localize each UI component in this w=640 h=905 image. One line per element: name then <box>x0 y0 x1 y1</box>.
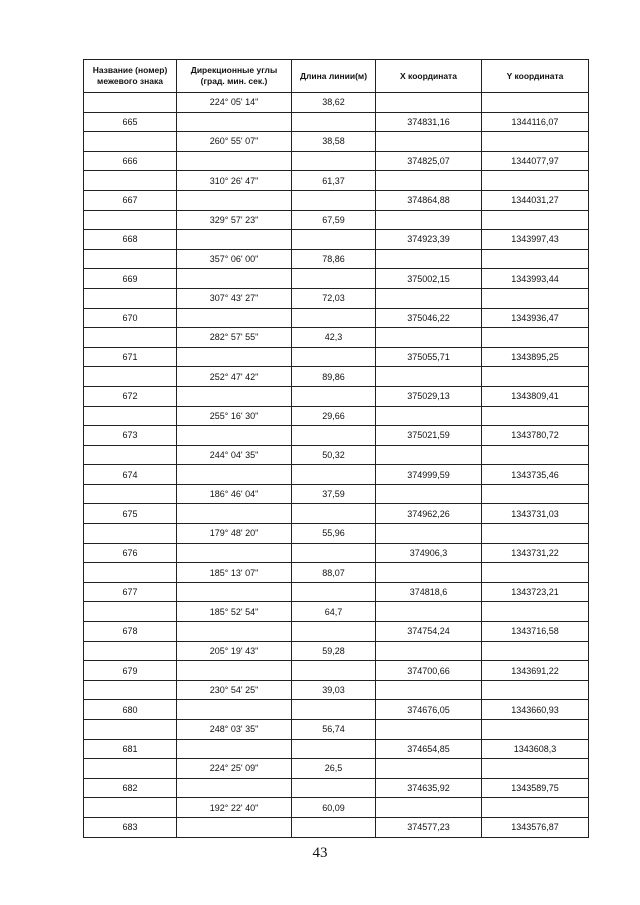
line-length-cell: 56,74 <box>292 720 376 740</box>
line-length-cell: 64,7 <box>292 602 376 622</box>
direction-angle-cell <box>177 661 292 681</box>
y-coordinate-cell: 1343731,22 <box>482 543 589 563</box>
table-row <box>84 661 589 681</box>
x-coordinate-cell <box>376 171 482 191</box>
x-coordinate-cell: 374654,85 <box>376 739 482 759</box>
table-row <box>84 386 589 406</box>
marker-name-cell <box>84 563 177 583</box>
x-coordinate-cell <box>376 720 482 740</box>
y-coordinate-cell <box>482 132 589 152</box>
marker-name-cell: 676 <box>84 543 177 563</box>
marker-name-cell: 671 <box>84 347 177 367</box>
y-coordinate-cell <box>482 602 589 622</box>
direction-angle-cell: 192° 22' 40" <box>177 798 292 818</box>
marker-name-cell: 672 <box>84 386 177 406</box>
marker-name-cell: 675 <box>84 504 177 524</box>
table-row <box>84 190 589 210</box>
direction-angle-cell: 248° 03' 35" <box>177 720 292 740</box>
y-coordinate-cell <box>482 171 589 191</box>
line-length-cell: 59,28 <box>292 641 376 661</box>
marker-name-cell: 674 <box>84 465 177 485</box>
line-length-cell: 38,62 <box>292 93 376 113</box>
x-coordinate-cell: 374831,16 <box>376 112 482 132</box>
line-length-cell <box>292 465 376 485</box>
marker-name-cell: 679 <box>84 661 177 681</box>
marker-name-cell <box>84 641 177 661</box>
y-coordinate-cell: 1344031,27 <box>482 190 589 210</box>
marker-name-cell: 665 <box>84 112 177 132</box>
y-coordinate-cell <box>482 641 589 661</box>
direction-angle-cell <box>177 465 292 485</box>
marker-name-cell: 667 <box>84 190 177 210</box>
x-coordinate-cell <box>376 406 482 426</box>
line-length-cell: 60,09 <box>292 798 376 818</box>
marker-name-cell <box>84 406 177 426</box>
table-row <box>84 700 589 720</box>
line-length-cell: 89,86 <box>292 367 376 387</box>
table-row <box>84 504 589 524</box>
direction-angle-cell: 307° 43' 27" <box>177 288 292 308</box>
y-coordinate-cell <box>482 759 589 779</box>
table-row <box>84 132 589 152</box>
y-coordinate-cell <box>482 563 589 583</box>
direction-angle-cell: 224° 05' 14" <box>177 93 292 113</box>
line-length-cell <box>292 700 376 720</box>
header-direction-angle: Дирекционные углы (град. мин. сек.) <box>177 60 292 93</box>
table-row <box>84 798 589 818</box>
y-coordinate-cell <box>482 93 589 113</box>
page-number: 43 <box>312 845 328 861</box>
y-coordinate-cell: 1343936,47 <box>482 308 589 328</box>
x-coordinate-cell <box>376 210 482 230</box>
direction-angle-cell: 186° 46' 04" <box>177 484 292 504</box>
line-length-cell: 88,07 <box>292 563 376 583</box>
x-coordinate-cell: 374700,66 <box>376 661 482 681</box>
x-coordinate-cell: 375029,13 <box>376 386 482 406</box>
marker-name-cell <box>84 484 177 504</box>
direction-angle-cell: 179° 48' 20" <box>177 524 292 544</box>
x-coordinate-cell: 374754,24 <box>376 622 482 642</box>
direction-angle-cell: 185° 13' 07" <box>177 563 292 583</box>
line-length-cell <box>292 661 376 681</box>
x-coordinate-cell <box>376 132 482 152</box>
direction-angle-cell <box>177 622 292 642</box>
table-body <box>84 93 589 838</box>
x-coordinate-cell: 374999,59 <box>376 465 482 485</box>
y-coordinate-cell: 1343735,46 <box>482 465 589 485</box>
table-row <box>84 563 589 583</box>
direction-angle-cell: 310° 26' 47" <box>177 171 292 191</box>
table-row <box>84 622 589 642</box>
direction-angle-cell <box>177 386 292 406</box>
y-coordinate-cell: 1343993,44 <box>482 269 589 289</box>
table-row <box>84 641 589 661</box>
x-coordinate-cell: 374676,05 <box>376 700 482 720</box>
table-row <box>84 151 589 171</box>
marker-name-cell <box>84 288 177 308</box>
y-coordinate-cell <box>482 367 589 387</box>
y-coordinate-cell: 1343780,72 <box>482 426 589 446</box>
table-row <box>84 484 589 504</box>
marker-name-cell <box>84 759 177 779</box>
direction-angle-cell: 282° 57' 55" <box>177 328 292 348</box>
marker-name-cell <box>84 524 177 544</box>
table-row <box>84 426 589 446</box>
table-row <box>84 347 589 367</box>
y-coordinate-cell: 1343589,75 <box>482 778 589 798</box>
y-coordinate-cell <box>482 328 589 348</box>
marker-name-cell: 668 <box>84 230 177 250</box>
table-row <box>84 543 589 563</box>
marker-name-cell: 673 <box>84 426 177 446</box>
direction-angle-cell <box>177 230 292 250</box>
marker-name-cell: 682 <box>84 778 177 798</box>
direction-angle-cell <box>177 190 292 210</box>
line-length-cell <box>292 426 376 446</box>
marker-name-cell: 666 <box>84 151 177 171</box>
y-coordinate-cell: 1343576,87 <box>482 817 589 837</box>
direction-angle-cell <box>177 543 292 563</box>
x-coordinate-cell: 374577,23 <box>376 817 482 837</box>
line-length-cell <box>292 112 376 132</box>
x-coordinate-cell <box>376 798 482 818</box>
y-coordinate-cell: 1344077,97 <box>482 151 589 171</box>
marker-name-cell: 677 <box>84 582 177 602</box>
marker-name-cell <box>84 249 177 269</box>
y-coordinate-cell: 1344116,07 <box>482 112 589 132</box>
line-length-cell <box>292 386 376 406</box>
x-coordinate-cell <box>376 484 482 504</box>
line-length-cell: 50,32 <box>292 445 376 465</box>
header-y-coordinate: Y координата <box>482 60 589 93</box>
marker-name-cell <box>84 328 177 348</box>
table-row <box>84 445 589 465</box>
y-coordinate-cell: 1343691,22 <box>482 661 589 681</box>
table-row <box>84 739 589 759</box>
header-marker-name: Название (номер) межевого знака <box>84 60 177 93</box>
boundary-coordinates-table <box>83 59 589 838</box>
line-length-cell <box>292 739 376 759</box>
y-coordinate-cell: 1343660,93 <box>482 700 589 720</box>
direction-angle-cell <box>177 582 292 602</box>
direction-angle-cell <box>177 700 292 720</box>
direction-angle-cell: 185° 52' 54" <box>177 602 292 622</box>
y-coordinate-cell <box>482 680 589 700</box>
y-coordinate-cell <box>482 524 589 544</box>
line-length-cell: 55,96 <box>292 524 376 544</box>
line-length-cell <box>292 269 376 289</box>
x-coordinate-cell <box>376 93 482 113</box>
table-row <box>84 210 589 230</box>
table-row <box>84 817 589 837</box>
direction-angle-cell: 252° 47' 42" <box>177 367 292 387</box>
y-coordinate-cell <box>482 445 589 465</box>
y-coordinate-cell <box>482 484 589 504</box>
direction-angle-cell <box>177 778 292 798</box>
table-row <box>84 308 589 328</box>
x-coordinate-cell: 374825,07 <box>376 151 482 171</box>
table-row <box>84 367 589 387</box>
y-coordinate-cell: 1343731,03 <box>482 504 589 524</box>
x-coordinate-cell <box>376 759 482 779</box>
marker-name-cell <box>84 798 177 818</box>
marker-name-cell <box>84 367 177 387</box>
marker-name-cell <box>84 210 177 230</box>
direction-angle-cell <box>177 151 292 171</box>
x-coordinate-cell: 374818,6 <box>376 582 482 602</box>
direction-angle-cell: 244° 04' 35" <box>177 445 292 465</box>
line-length-cell: 42,3 <box>292 328 376 348</box>
x-coordinate-cell: 375002,15 <box>376 269 482 289</box>
line-length-cell <box>292 151 376 171</box>
x-coordinate-cell: 374923,39 <box>376 230 482 250</box>
line-length-cell <box>292 582 376 602</box>
line-length-cell <box>292 622 376 642</box>
marker-name-cell <box>84 720 177 740</box>
table-row <box>84 602 589 622</box>
line-length-cell: 78,86 <box>292 249 376 269</box>
table-row <box>84 524 589 544</box>
table-row <box>84 680 589 700</box>
table-row <box>84 230 589 250</box>
line-length-cell <box>292 778 376 798</box>
marker-name-cell: 670 <box>84 308 177 328</box>
table-row <box>84 582 589 602</box>
direction-angle-cell <box>177 308 292 328</box>
direction-angle-cell <box>177 739 292 759</box>
x-coordinate-cell <box>376 602 482 622</box>
direction-angle-cell <box>177 504 292 524</box>
x-coordinate-cell <box>376 367 482 387</box>
direction-angle-cell: 205° 19' 43" <box>177 641 292 661</box>
direction-angle-cell: 224° 25' 09" <box>177 759 292 779</box>
y-coordinate-cell: 1343716,58 <box>482 622 589 642</box>
direction-angle-cell: 260° 55' 07" <box>177 132 292 152</box>
line-length-cell <box>292 504 376 524</box>
x-coordinate-cell: 375046,22 <box>376 308 482 328</box>
table-row <box>84 112 589 132</box>
y-coordinate-cell: 1343608,3 <box>482 739 589 759</box>
marker-name-cell: 678 <box>84 622 177 642</box>
x-coordinate-cell <box>376 524 482 544</box>
line-length-cell <box>292 347 376 367</box>
direction-angle-cell: 357° 06' 00" <box>177 249 292 269</box>
x-coordinate-cell <box>376 328 482 348</box>
x-coordinate-cell <box>376 641 482 661</box>
table-row <box>84 759 589 779</box>
y-coordinate-cell <box>482 720 589 740</box>
x-coordinate-cell <box>376 445 482 465</box>
marker-name-cell <box>84 93 177 113</box>
direction-angle-cell <box>177 817 292 837</box>
table-row <box>84 93 589 113</box>
header-x-coordinate: X координата <box>376 60 482 93</box>
line-length-cell <box>292 308 376 328</box>
table-row <box>84 328 589 348</box>
table-header-row <box>84 60 589 93</box>
marker-name-cell: 669 <box>84 269 177 289</box>
line-length-cell: 67,59 <box>292 210 376 230</box>
x-coordinate-cell: 374962,26 <box>376 504 482 524</box>
y-coordinate-cell <box>482 288 589 308</box>
marker-name-cell: 680 <box>84 700 177 720</box>
direction-angle-cell: 255° 16' 30" <box>177 406 292 426</box>
line-length-cell: 38,58 <box>292 132 376 152</box>
line-length-cell: 37,59 <box>292 484 376 504</box>
line-length-cell: 72,03 <box>292 288 376 308</box>
table-row <box>84 171 589 191</box>
x-coordinate-cell: 375055,71 <box>376 347 482 367</box>
direction-angle-cell: 329° 57' 23" <box>177 210 292 230</box>
direction-angle-cell <box>177 426 292 446</box>
y-coordinate-cell: 1343997,43 <box>482 230 589 250</box>
x-coordinate-cell: 374906,3 <box>376 543 482 563</box>
marker-name-cell <box>84 680 177 700</box>
line-length-cell <box>292 543 376 563</box>
marker-name-cell: 683 <box>84 817 177 837</box>
x-coordinate-cell <box>376 288 482 308</box>
y-coordinate-cell <box>482 210 589 230</box>
table-row <box>84 288 589 308</box>
line-length-cell: 39,03 <box>292 680 376 700</box>
line-length-cell <box>292 817 376 837</box>
line-length-cell <box>292 190 376 210</box>
x-coordinate-cell: 374635,92 <box>376 778 482 798</box>
table-row <box>84 269 589 289</box>
marker-name-cell <box>84 602 177 622</box>
x-coordinate-cell <box>376 680 482 700</box>
x-coordinate-cell: 374864,88 <box>376 190 482 210</box>
y-coordinate-cell <box>482 798 589 818</box>
line-length-cell: 29,66 <box>292 406 376 426</box>
header-line-length: Длина линии(м) <box>292 60 376 93</box>
line-length-cell: 26,5 <box>292 759 376 779</box>
x-coordinate-cell <box>376 249 482 269</box>
marker-name-cell <box>84 171 177 191</box>
direction-angle-cell: 230° 54' 25" <box>177 680 292 700</box>
y-coordinate-cell <box>482 406 589 426</box>
y-coordinate-cell: 1343809,41 <box>482 386 589 406</box>
marker-name-cell: 681 <box>84 739 177 759</box>
table-row <box>84 778 589 798</box>
table-row <box>84 249 589 269</box>
table-row <box>84 720 589 740</box>
line-length-cell <box>292 230 376 250</box>
y-coordinate-cell: 1343895,25 <box>482 347 589 367</box>
line-length-cell: 61,37 <box>292 171 376 191</box>
y-coordinate-cell <box>482 249 589 269</box>
x-coordinate-cell <box>376 563 482 583</box>
direction-angle-cell <box>177 112 292 132</box>
x-coordinate-cell: 375021,59 <box>376 426 482 446</box>
direction-angle-cell <box>177 269 292 289</box>
table-row <box>84 406 589 426</box>
marker-name-cell <box>84 445 177 465</box>
y-coordinate-cell: 1343723,21 <box>482 582 589 602</box>
marker-name-cell <box>84 132 177 152</box>
table-row <box>84 465 589 485</box>
direction-angle-cell <box>177 347 292 367</box>
